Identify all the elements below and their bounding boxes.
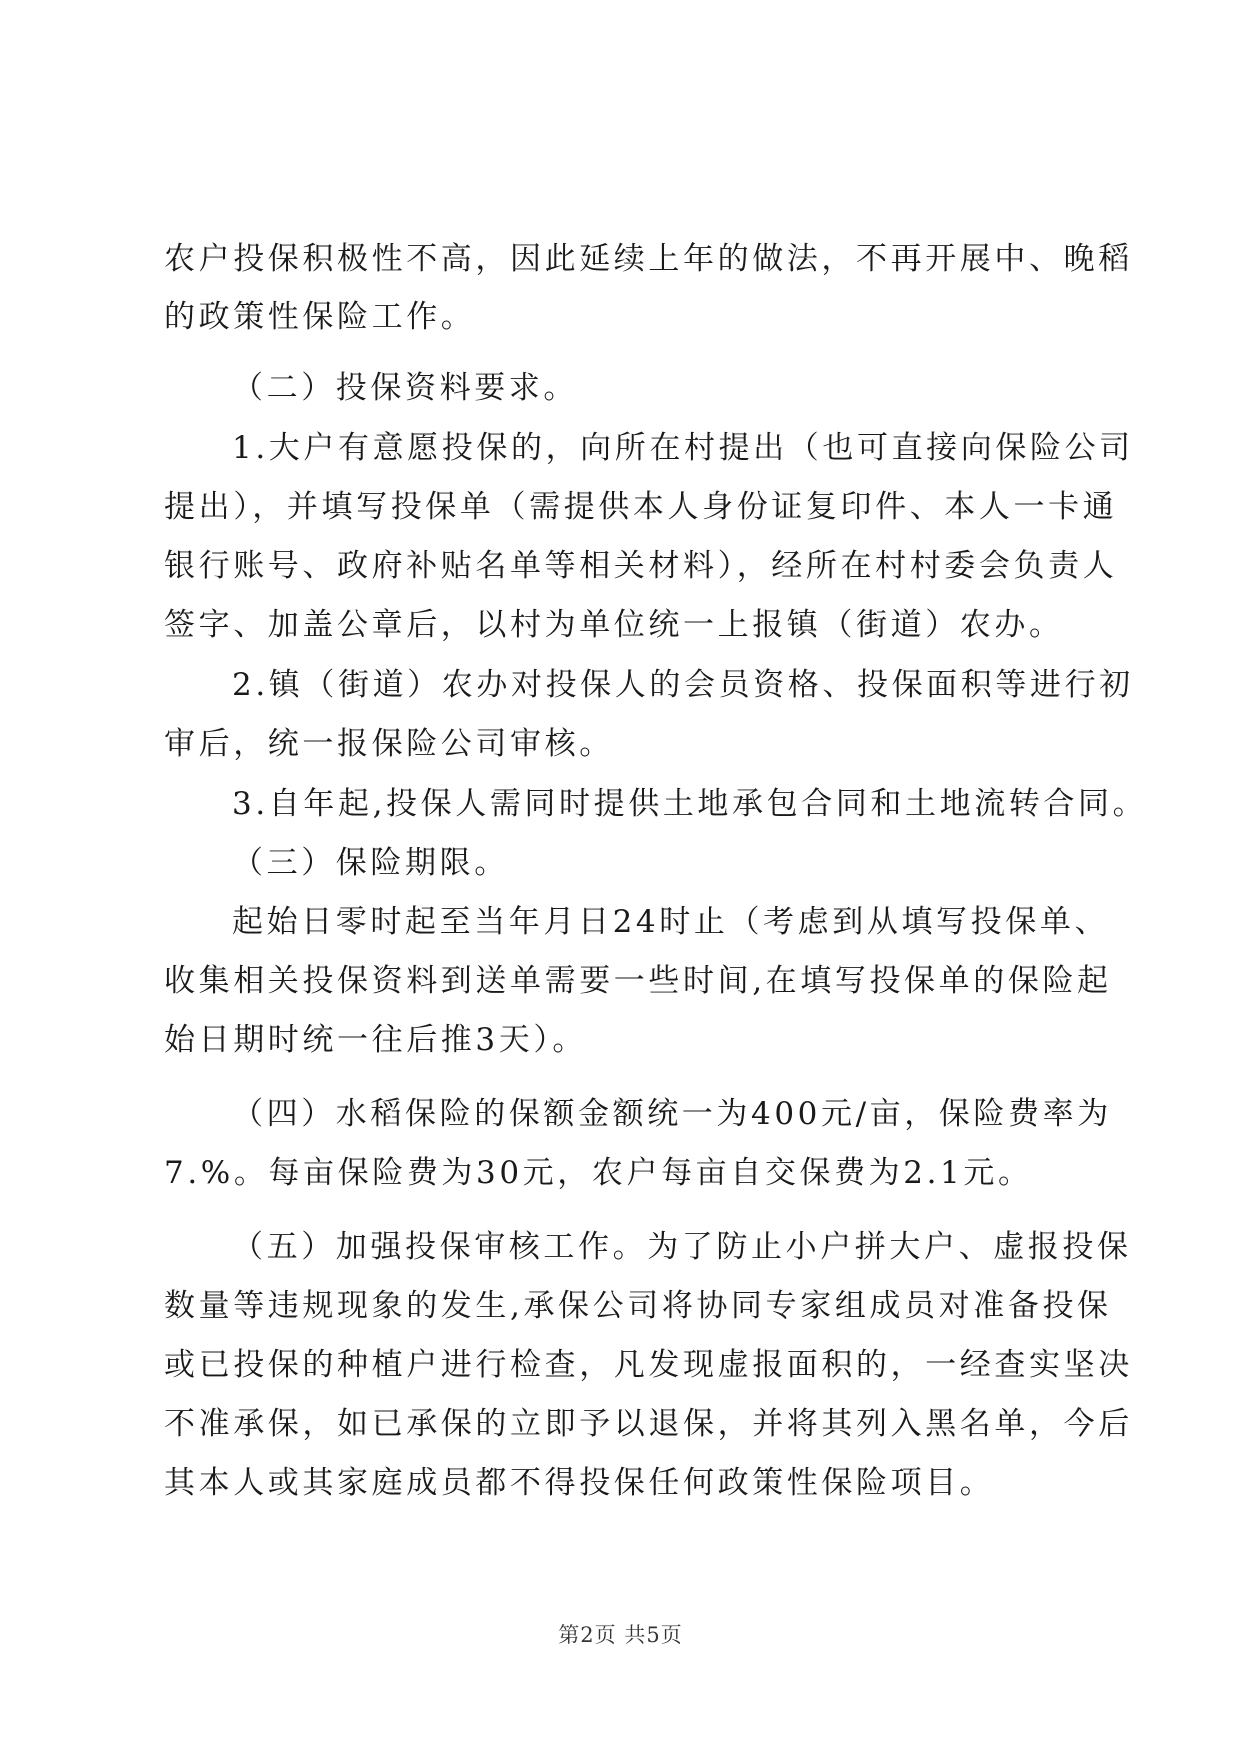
paragraph-line: 签字、加盖公章后，以村为单位统一上报镇（街道）农办。 bbox=[164, 607, 1064, 643]
paragraph-line: 或已投保的种植户进行检查，凡发现虚报面积的，一经查实坚决 bbox=[164, 1347, 1133, 1383]
paragraph-line: （五）加强投保审核工作。为了防止小户拼大户、虚报投保 bbox=[232, 1229, 1132, 1265]
paragraph-line: （四）水稻保险的保额金额统一为400元/亩，保险费率为 bbox=[232, 1096, 1112, 1132]
paragraph-line: 数量等违规现象的发生,承保公司将协同专家组成员对准备投保 bbox=[164, 1288, 1112, 1324]
paragraph-line: 审后，统一报保险公司审核。 bbox=[164, 726, 614, 762]
paragraph-line: 起始日零时起至当年月日24时止（考虑到从填写投保单、 bbox=[232, 904, 1110, 940]
paragraph-line: 的政策性保险工作。 bbox=[164, 299, 476, 335]
paragraph-line: 银行账号、政府补贴名单等相关材料），经所在村村委会负责人 bbox=[164, 548, 1118, 584]
paragraph-line: 其本人或其家庭成员都不得投保任何政策性保险项目。 bbox=[164, 1465, 995, 1501]
page-footer: 第2页 共5页 bbox=[558, 1623, 683, 1647]
paragraph-line: 1.大户有意愿投保的，向所在村提出（也可直接向保险公司 bbox=[232, 430, 1134, 466]
section-heading: （二）投保资料要求。 bbox=[232, 370, 578, 406]
paragraph-line: 收集相关投保资料到送单需要一些时间,在填写投保单的保险起 bbox=[164, 963, 1112, 999]
paragraph-line: 7.%。每亩保险费为30元，农户每亩自交保费为2.1元。 bbox=[164, 1155, 1033, 1191]
paragraph-line: 始日期时统一往后推3天）。 bbox=[164, 1022, 588, 1058]
paragraph-line: 3.自年起,投保人需同时提供土地承包合同和土地流转合同。 bbox=[232, 786, 1148, 822]
paragraph-line: 提出），并填写投保单（需提供本人身份证复印件、本人一卡通 bbox=[164, 489, 1118, 525]
paragraph-line: 不准承保，如已承保的立即予以退保，并将其列入黑名单，今后 bbox=[164, 1406, 1133, 1442]
section-heading: （三）保险期限。 bbox=[232, 845, 509, 881]
paragraph-line: 2.镇（街道）农办对投保人的会员资格、投保面积等进行初 bbox=[232, 667, 1134, 703]
paragraph-line: 农户投保积极性不高，因此延续上年的做法，不再开展中、晚稻 bbox=[164, 241, 1133, 277]
